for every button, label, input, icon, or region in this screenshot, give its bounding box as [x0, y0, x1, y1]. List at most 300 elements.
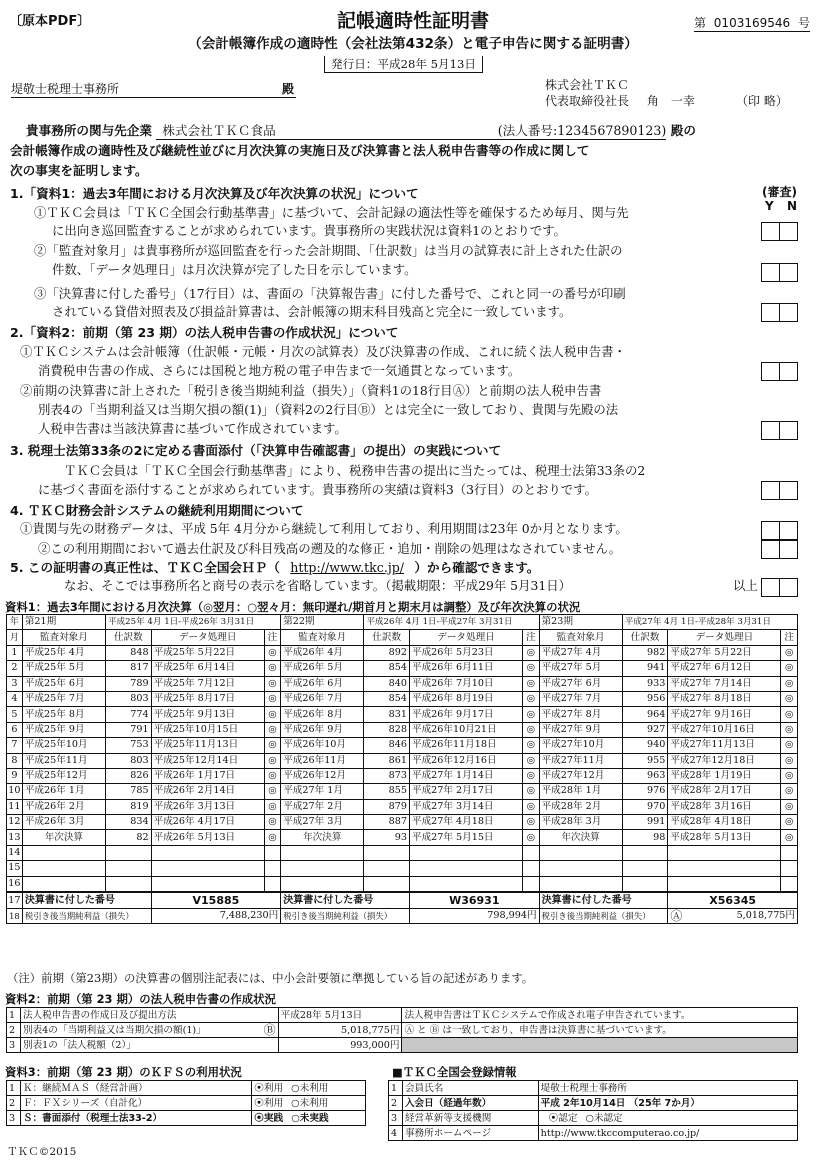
- audit-column-label: (審査): [762, 185, 797, 199]
- monthly-row: [7, 645, 798, 660]
- audit-no-checkbox[interactable]: [779, 222, 798, 241]
- audit-month-cell: 平成26年 9月: [281, 722, 364, 737]
- column-header-row: [7, 630, 798, 645]
- radio-label: 未実践: [299, 1112, 329, 1124]
- audit-month-cell: 平成25年 5月: [22, 661, 105, 676]
- section1-line: ②「監査対象月」は貴事務所が巡回監査を行った会計期間、「仕訳数」は当月の試算表に計上された仕訳の: [34, 243, 623, 258]
- entry-count-cell: 927: [622, 722, 668, 737]
- audit-month-cell: 平成27年 3月: [281, 815, 364, 830]
- entry-count-cell: 879: [364, 799, 410, 814]
- processing-date-cell: 平成27年 5月22日: [668, 645, 781, 660]
- table-row: [389, 1096, 798, 1111]
- audit-month-cell: 年次決算: [281, 830, 364, 845]
- audit-month-cell: 平成26年 6月: [281, 676, 364, 691]
- note-cell: ◎: [781, 784, 798, 799]
- col-processing-date: データ処理日: [151, 630, 264, 645]
- audit-yes-checkbox[interactable]: [761, 263, 780, 282]
- tkc-label: 会員氏名: [402, 1081, 538, 1096]
- note-cell: ◎: [781, 676, 798, 691]
- note-cell: ◎: [781, 645, 798, 660]
- entry-count-cell: 892: [364, 645, 410, 660]
- audit-month-cell: 平成28年 3月: [539, 815, 622, 830]
- radio-selected-icon[interactable]: ⦿: [548, 1112, 559, 1124]
- col-audit-month: 監査対象月: [22, 630, 105, 645]
- issuer-rep-name: 角 一幸: [646, 94, 695, 108]
- audit-yes-checkbox[interactable]: [761, 481, 780, 500]
- entry-count-cell: 785: [105, 784, 151, 799]
- audit-yes-checkbox[interactable]: [761, 540, 780, 559]
- note-cell: ◎: [523, 661, 540, 676]
- radio-empty-icon[interactable]: ○: [585, 1112, 594, 1124]
- note-cell: ◎: [523, 707, 540, 722]
- audit-month-cell: 平成25年11月: [22, 753, 105, 768]
- audit-month-cell: 平成25年10月: [22, 738, 105, 753]
- entry-count-cell: 976: [622, 784, 668, 799]
- processing-date-cell: 平成25年 8月17日: [151, 691, 264, 706]
- client-field: [156, 120, 666, 140]
- audit-month-cell: [22, 845, 105, 860]
- row-number: 1: [7, 1081, 21, 1096]
- tax-row-label: 別表1の「法人税額（2）」: [20, 1038, 278, 1053]
- entry-count-cell: [105, 861, 151, 876]
- entry-count-cell: 817: [105, 661, 151, 676]
- table-row: [389, 1111, 798, 1126]
- note-cell: [523, 861, 540, 876]
- audit-month-cell: [539, 861, 622, 876]
- audit-month-cell: 平成25年 9月: [22, 722, 105, 737]
- note-cell: ◎: [523, 768, 540, 783]
- corporate-number: (法人番号:1234567890123): [497, 123, 667, 138]
- note-cell: [781, 845, 798, 860]
- tax-row-value: 平成28年 5月13日: [278, 1008, 402, 1023]
- table-row: [389, 1126, 798, 1141]
- material1-note: （注）前期（第23期）の決算書の個別注記表には、中小会計要領に準拠している旨の記述があります。: [7, 971, 534, 985]
- row-number: 5: [7, 707, 23, 722]
- cert-no-suffix: 号: [797, 16, 810, 30]
- row-number: 1: [7, 645, 23, 660]
- period-row: [7, 615, 798, 630]
- row-number: 7: [7, 738, 23, 753]
- audit-month-cell: 平成27年11月: [539, 753, 622, 768]
- monthly-row: [7, 861, 798, 876]
- audit-no-checkbox[interactable]: [779, 521, 798, 540]
- entry-count-cell: 840: [364, 676, 410, 691]
- processing-date-cell: 平成28年 1月19日: [668, 768, 781, 783]
- entry-count-cell: 789: [105, 676, 151, 691]
- section3-line: に基づく書面を添付することが求められています。貴事務所の実績は資料3（3行目）のとおりです。: [38, 482, 597, 497]
- audit-yes-checkbox[interactable]: [761, 362, 780, 381]
- cert-no-label: 第: [693, 16, 706, 30]
- entry-count-cell: 956: [622, 691, 668, 706]
- section5-title: [10, 557, 539, 576]
- note-cell: ◎: [264, 722, 281, 737]
- radio-label: 未利用: [299, 1097, 329, 1109]
- net-income-value: 7,488,230円: [151, 909, 281, 924]
- row-number: 3: [389, 1111, 403, 1126]
- addressee: [11, 80, 296, 98]
- audit-month-cell: 平成27年 6月: [539, 676, 622, 691]
- processing-date-cell: 平成26年 1月17日: [151, 768, 264, 783]
- audit-no-checkbox[interactable]: [779, 421, 798, 440]
- audit-yes-checkbox[interactable]: [761, 303, 780, 322]
- audit-no-checkbox[interactable]: [779, 578, 798, 597]
- radio-empty-icon[interactable]: ○: [291, 1112, 300, 1124]
- entry-count-cell: 93: [364, 830, 410, 845]
- entry-count-cell: 970: [622, 799, 668, 814]
- intro-line2: 会計帳簿作成の適時性及び継続性並びに月次決算の実施日及び決算書と法人税申告書等の作成に関して: [10, 143, 590, 158]
- audit-month-cell: 平成28年 1月: [539, 784, 622, 799]
- tax-row-label: 法人税申告書の作成日及び提出方法: [20, 1008, 278, 1023]
- section5-title-post: ）から確認できます。: [414, 560, 540, 575]
- processing-date-cell: [409, 845, 522, 860]
- note-cell: ◎: [264, 691, 281, 706]
- processing-date-cell: 平成25年10月15日: [151, 722, 264, 737]
- corner-year: 年: [7, 615, 23, 630]
- audit-month-cell: 年次決算: [22, 830, 105, 845]
- tax-row-value: 5,018,775円: [278, 1023, 402, 1038]
- audit-month-cell: 平成26年10月: [281, 738, 364, 753]
- processing-date-cell: [409, 876, 522, 892]
- section2-line: 消費税申告書の作成、さらには国税と地方税の電子申告まで一気通貫となっています。: [38, 363, 521, 378]
- note-cell: ◎: [523, 691, 540, 706]
- row-number: 16: [7, 876, 23, 892]
- monthly-row: [7, 876, 798, 892]
- audit-month-cell: 平成25年 7月: [22, 691, 105, 706]
- entry-count-cell: 963: [622, 768, 668, 783]
- entry-count-cell: [622, 861, 668, 876]
- audit-month-cell: 平成26年 8月: [281, 707, 364, 722]
- audit-month-cell: [281, 861, 364, 876]
- radio-selected-icon[interactable]: ⦿: [254, 1097, 264, 1109]
- note-cell: ◎: [264, 784, 281, 799]
- processing-date-cell: 平成28年 5月13日: [668, 830, 781, 845]
- processing-date-cell: 平成27年 3月14日: [409, 799, 522, 814]
- row-number: 4: [389, 1126, 403, 1141]
- audit-yes-label: Y: [765, 199, 774, 213]
- processing-date-cell: 平成25年 5月22日: [151, 645, 264, 660]
- addressee-honorific: 殿: [281, 82, 294, 96]
- note-cell: ◎: [523, 753, 540, 768]
- net-income-label: 税引き後当期純利益（損失）: [281, 909, 410, 924]
- monthly-settlement-table: [6, 614, 798, 924]
- audit-month-cell: 平成27年 1月: [281, 784, 364, 799]
- audit-no-checkbox[interactable]: [779, 481, 798, 500]
- row-number: 4: [7, 691, 23, 706]
- entry-count-cell: 855: [364, 784, 410, 799]
- audit-no-checkbox[interactable]: [779, 362, 798, 381]
- audit-month-cell: [22, 861, 105, 876]
- tkc-value: 平成 2年10月14日 （25年 7か月）: [538, 1096, 797, 1111]
- monthly-row: [7, 815, 798, 830]
- audit-month-cell: 年次決算: [539, 830, 622, 845]
- section4-line: ①貴関与先の財務データは、平成 5年 4月分から継続して利用しており、利用期間は23年 0か月となります。: [20, 521, 628, 536]
- net-income-value: 798,994円: [409, 909, 539, 924]
- monthly-row: [7, 768, 798, 783]
- net-income-value-with-marker: [668, 909, 798, 924]
- entry-count-cell: [364, 876, 410, 892]
- row-number: 2: [7, 1096, 21, 1111]
- processing-date-cell: 平成26年 9月17日: [409, 707, 522, 722]
- audit-month-cell: 平成26年11月: [281, 753, 364, 768]
- col-note: 注: [781, 630, 798, 645]
- radio-selected-icon[interactable]: ⦿: [254, 1112, 264, 1124]
- note-cell: ◎: [523, 645, 540, 660]
- net-income-label: 税引き後当期純利益（損失）: [539, 909, 668, 924]
- kfs-radio-group: [252, 1096, 366, 1111]
- material2-title: 資料2：前期（第 23 期）の法人税申告書の作成状況: [5, 992, 276, 1006]
- issuer-seal: （印 略）: [736, 94, 788, 108]
- entry-count-cell: 964: [622, 707, 668, 722]
- material1-title: 資料1：過去3年間における月次決算（◎翌月：○翌々月：無印遅れ/期首月と期末月は調整）及び年次決算の状況: [5, 600, 581, 614]
- note-cell: ◎: [523, 784, 540, 799]
- table-row: [389, 1081, 798, 1096]
- tax-row-remark: Ⓐ と Ⓑ は一致しており、申告書は決算書に基づいています。: [402, 1023, 798, 1038]
- note-cell: [781, 861, 798, 876]
- entry-count-cell: 98: [622, 830, 668, 845]
- audit-month-cell: [281, 845, 364, 860]
- intro-prefix: 貴事務所の関与先企業: [26, 123, 152, 138]
- issuer-rep-title: 代表取締役社長: [545, 94, 630, 108]
- processing-date-cell: 平成27年11月13日: [668, 738, 781, 753]
- entry-count-cell: 819: [105, 799, 151, 814]
- audit-month-cell: [281, 876, 364, 892]
- audit-no-checkbox[interactable]: [779, 540, 798, 559]
- audit-month-cell: 平成26年 3月: [22, 815, 105, 830]
- period-label: 第22期: [281, 615, 364, 630]
- statement-number-value: X56345: [668, 892, 798, 909]
- audit-month-cell: 平成26年 4月: [281, 645, 364, 660]
- note-cell: ◎: [781, 799, 798, 814]
- period-label: 第21期: [22, 615, 105, 630]
- audit-month-cell: 平成27年 5月: [539, 661, 622, 676]
- note-cell: [523, 845, 540, 860]
- monthly-row: [7, 707, 798, 722]
- processing-date-cell: 平成26年 5月13日: [151, 830, 264, 845]
- tkc-label: 経営革新等支援機関: [402, 1111, 538, 1126]
- entry-count-cell: 82: [105, 830, 151, 845]
- radio-label: 利用: [263, 1097, 284, 1109]
- tax-return-table: [6, 1007, 798, 1053]
- monthly-row: [7, 661, 798, 676]
- row-number: 18: [7, 909, 23, 924]
- section4-title: 4. ＴＫＣ財務会計システムの継続利用期間について: [10, 503, 304, 518]
- processing-date-cell: 平成26年11月18日: [409, 738, 522, 753]
- processing-date-cell: 平成26年 5月23日: [409, 645, 522, 660]
- section3-line: ＴＫＣ会員は「ＴＫＣ全国会行動基準書」により、税務申告書の提出に当たっては、税理士法第33条の2: [64, 463, 646, 478]
- section4-line: ②この利用期間において過去仕訳及び科目残高の遡及的な修正・追加・削除の処理はなされていません。: [38, 541, 622, 556]
- processing-date-cell: 平成27年 6月12日: [668, 661, 781, 676]
- note-cell: ◎: [264, 661, 281, 676]
- copyright: ＴＫＣ©2015: [7, 1146, 77, 1158]
- processing-date-cell: 平成28年 2月17日: [668, 784, 781, 799]
- certificate-number: [694, 14, 810, 32]
- entry-count-cell: 854: [364, 661, 410, 676]
- col-entry-count: 仕訳数: [622, 630, 668, 645]
- original-pdf-tag: 〔原本PDF〕: [9, 14, 91, 29]
- audit-yes-checkbox[interactable]: [761, 222, 780, 241]
- issue-date: 発行日：平成28年 5月13日: [324, 56, 483, 73]
- note-cell: ◎: [523, 722, 540, 737]
- note-cell: ◎: [523, 799, 540, 814]
- statement-number-value: V15885: [151, 892, 281, 909]
- section1-line: ③「決算書に付した番号」（17行目）は、書面の「決算報告書」に付した番号で、これと同一の番号が印刷: [34, 286, 626, 301]
- period-range: 平成27年 4月 1日-平成28年 3月31日: [622, 615, 797, 630]
- radio-selected-icon[interactable]: ⦿: [254, 1082, 264, 1094]
- entry-count-cell: 831: [364, 707, 410, 722]
- monthly-row: [7, 753, 798, 768]
- audit-month-cell: 平成26年 5月: [281, 661, 364, 676]
- marker-b: Ⓑ: [263, 1022, 276, 1037]
- kfs-label: Ｋ：継続ＭＡＳ（経営計画）: [20, 1081, 251, 1096]
- audit-month-cell: 平成26年 2月: [22, 799, 105, 814]
- processing-date-cell: 平成27年 2月17日: [409, 784, 522, 799]
- note-cell: ◎: [523, 676, 540, 691]
- intro-line3: 次の事実を証明します。: [10, 163, 148, 178]
- processing-date-cell: 平成27年12月18日: [668, 753, 781, 768]
- tkc-value: 堤敬士税理士事務所: [538, 1081, 797, 1096]
- kfs-usage-table: [6, 1080, 366, 1126]
- audit-yes-checkbox[interactable]: [761, 521, 780, 540]
- tkc-radio-group: [538, 1111, 797, 1126]
- statement-number-label: 決算書に付した番号: [539, 892, 668, 909]
- processing-date-cell: 平成26年 3月13日: [151, 799, 264, 814]
- audit-month-cell: 平成26年 1月: [22, 784, 105, 799]
- monthly-row: [7, 676, 798, 691]
- radio-empty-icon[interactable]: ○: [291, 1097, 300, 1109]
- audit-yes-checkbox[interactable]: [761, 421, 780, 440]
- monthly-row: [7, 830, 798, 845]
- issuer-representative: [545, 92, 695, 109]
- audit-no-label: N: [787, 199, 798, 213]
- processing-date-cell: 平成26年 4月17日: [151, 815, 264, 830]
- marker-a: Ⓐ: [670, 909, 683, 924]
- row-number: 3: [7, 1038, 21, 1053]
- row-number: 14: [7, 845, 23, 860]
- entry-count-cell: 803: [105, 753, 151, 768]
- entry-count-cell: 982: [622, 645, 668, 660]
- note-cell: ◎: [264, 753, 281, 768]
- row-number: 1: [7, 1008, 21, 1023]
- note-cell: ◎: [781, 707, 798, 722]
- entry-count-cell: 828: [364, 722, 410, 737]
- radio-label: 利用: [263, 1082, 284, 1094]
- audit-no-checkbox[interactable]: [779, 303, 798, 322]
- audit-month-cell: [539, 845, 622, 860]
- note-cell: ◎: [264, 830, 281, 845]
- entry-count-cell: 991: [622, 815, 668, 830]
- section1-line: に出向き巡回監査することが求められています。貴事務所の実践状況は資料1のとおりです。: [52, 223, 566, 238]
- verification-url[interactable]: http://www.tkc.jp/: [290, 560, 405, 575]
- period-label: 第23期: [539, 615, 622, 630]
- audit-yes-checkbox[interactable]: [761, 578, 780, 597]
- processing-date-cell: 平成26年12月16日: [409, 753, 522, 768]
- processing-date-cell: 平成26年10月21日: [409, 722, 522, 737]
- statement-number-label: 決算書に付した番号: [281, 892, 410, 909]
- note-cell: ◎: [781, 738, 798, 753]
- entry-count-cell: 834: [105, 815, 151, 830]
- audit-month-cell: 平成27年12月: [539, 768, 622, 783]
- section2-line: ①ＴＫＣシステムは会計帳簿（仕訳帳・元帳・月次の試算表）及び決算書の作成、これに続く法人税申告書・: [20, 344, 626, 359]
- audit-month-cell: 平成27年 7月: [539, 691, 622, 706]
- radio-label: 認定: [558, 1112, 578, 1124]
- processing-date-cell: 平成26年 6月11日: [409, 661, 522, 676]
- section1-line: 件数、「データ処理日」は月次決算が完了した日を示しています。: [52, 262, 417, 277]
- monthly-row: [7, 691, 798, 706]
- processing-date-cell: 平成27年 4月18日: [409, 815, 522, 830]
- radio-empty-icon[interactable]: ○: [291, 1082, 300, 1094]
- tkc-label: 事務所ホームページ: [402, 1126, 538, 1141]
- note-cell: ◎: [781, 815, 798, 830]
- col-audit-month: 監査対象月: [281, 630, 364, 645]
- addressee-name: 堤敬士税理士事務所: [11, 82, 120, 96]
- audit-month-cell: 平成25年12月: [22, 768, 105, 783]
- note-cell: ◎: [264, 799, 281, 814]
- tax-row-value: 993,000円: [278, 1038, 402, 1053]
- note-cell: ◎: [264, 676, 281, 691]
- col-audit-month: 監査対象月: [539, 630, 622, 645]
- net-income-row: [7, 909, 798, 924]
- entry-count-cell: [364, 845, 410, 860]
- tkc-info-title: ■ＴＫＣ全国会登録情報: [392, 1065, 517, 1079]
- audit-no-checkbox[interactable]: [779, 263, 798, 282]
- processing-date-cell: 平成25年 6月14日: [151, 661, 264, 676]
- entry-count-cell: 940: [622, 738, 668, 753]
- note-cell: [781, 876, 798, 892]
- table-row: [7, 1096, 366, 1111]
- row-number: 9: [7, 768, 23, 783]
- processing-date-cell: [151, 845, 264, 860]
- entry-count-cell: [105, 845, 151, 860]
- section5-title-pre: 5. この証明書の真正性は、ＴＫＣ全国会ＨＰ（: [10, 560, 280, 575]
- statement-number-label: 決算書に付した番号: [22, 892, 151, 909]
- entry-count-cell: 791: [105, 722, 151, 737]
- processing-date-cell: [151, 861, 264, 876]
- kfs-label: Ｓ：書面添付（税理士法33-2）: [20, 1111, 251, 1126]
- monthly-row: [7, 784, 798, 799]
- entry-count-cell: 933: [622, 676, 668, 691]
- firm-homepage-link[interactable]: http://www.tkccomputerao.co.jp/: [538, 1126, 797, 1141]
- section1-line: されている貸借対照表及び損益計算書は、会計帳簿の期末科目残高と完全に一致しています。: [52, 304, 572, 319]
- audit-month-cell: 平成25年 8月: [22, 707, 105, 722]
- audit-month-cell: 平成27年 9月: [539, 722, 622, 737]
- statement-number-row: [7, 892, 798, 909]
- processing-date-cell: 平成27年 5月15日: [409, 830, 522, 845]
- row-number: 11: [7, 799, 23, 814]
- table-row: [7, 1038, 798, 1053]
- note-cell: ◎: [781, 753, 798, 768]
- row-number: 2: [7, 661, 23, 676]
- table-row: [7, 1008, 798, 1023]
- note-cell: ◎: [781, 768, 798, 783]
- table-row: [7, 1081, 366, 1096]
- processing-date-cell: 平成26年 7月10日: [409, 676, 522, 691]
- issuer-company: 株式会社ＴＫＣ: [545, 78, 630, 92]
- audit-month-cell: 平成27年 4月: [539, 645, 622, 660]
- processing-date-cell: 平成25年12月14日: [151, 753, 264, 768]
- processing-date-cell: [668, 876, 781, 892]
- entry-count-cell: [364, 861, 410, 876]
- note-cell: ◎: [264, 645, 281, 660]
- entry-count-cell: 854: [364, 691, 410, 706]
- processing-date-cell: 平成27年 9月16日: [668, 707, 781, 722]
- row-number: 1: [389, 1081, 403, 1096]
- processing-date-cell: 平成27年 1月14日: [409, 768, 522, 783]
- note-cell: ◎: [264, 707, 281, 722]
- row-number: 2: [7, 1023, 21, 1038]
- col-entry-count: 仕訳数: [364, 630, 410, 645]
- note-cell: ◎: [264, 768, 281, 783]
- period-range: 平成25年 4月 1日-平成26年 3月31日: [105, 615, 280, 630]
